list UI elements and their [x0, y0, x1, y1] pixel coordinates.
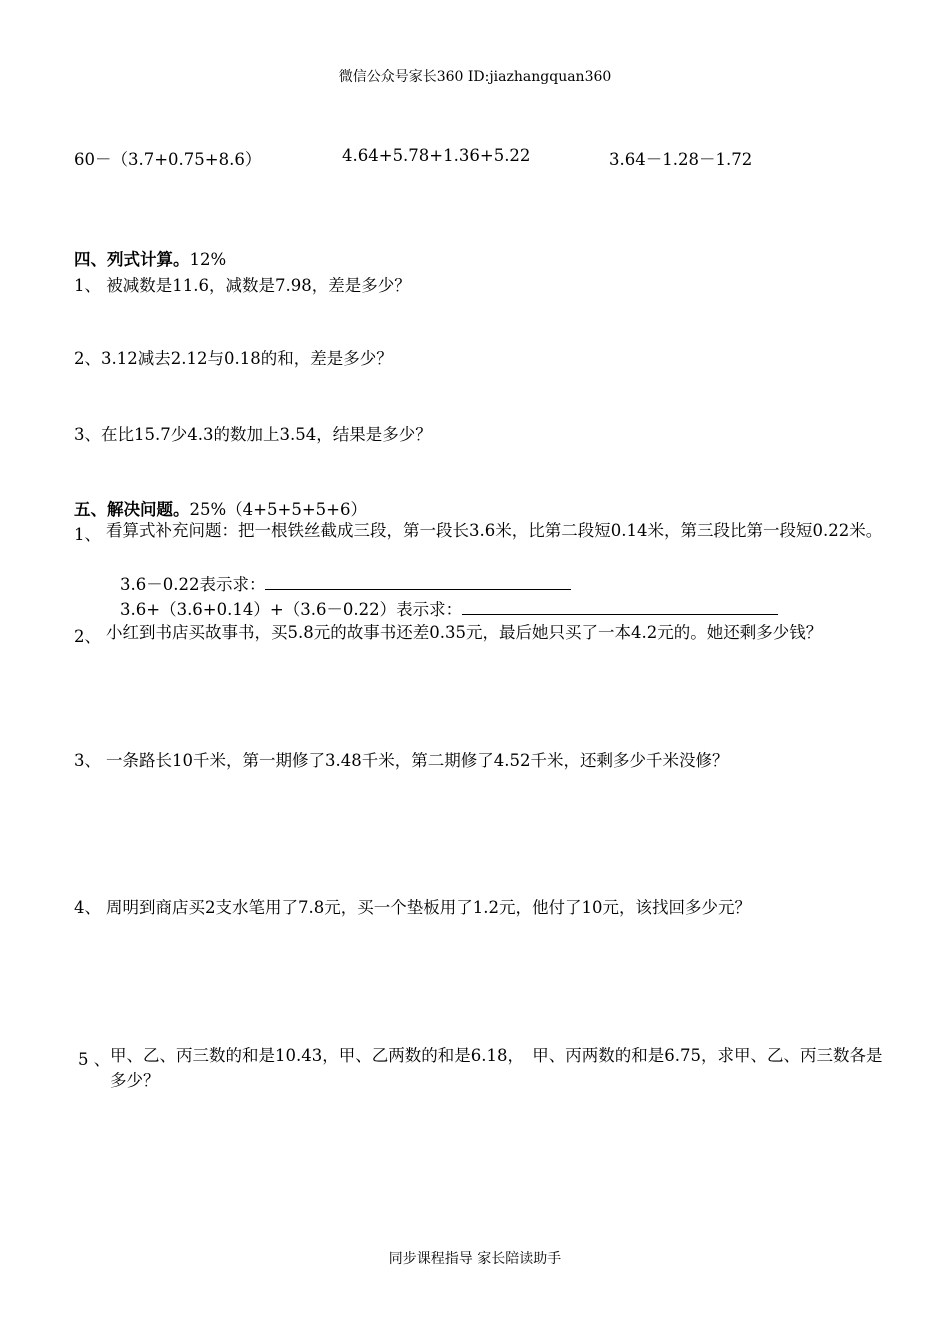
q1-answer-blank-2[interactable]	[462, 598, 778, 615]
section-5-score: 25%（4+5+5+5+6）	[189, 500, 367, 519]
q4-text: 周明到商店买2支水笔用了7.8元，买一个垫板用了1.2元，他付了10元，该找回多少元？	[106, 898, 751, 917]
q1-text: 看算式补充问题：把一根铁丝截成三段，第一段长3.6米，比第二段短0.14米，第三段比第一段短0.22米。	[106, 521, 883, 540]
q2-number: 2、	[74, 627, 101, 646]
q5-number: 5 、	[78, 1050, 111, 1069]
q1-number: 1、	[74, 525, 101, 544]
page-footer: 同步课程指导 家长陪读助手	[388, 1251, 562, 1267]
q1-sub-2	[120, 596, 778, 620]
q3-text: 一条路长10千米，第一期修了3.48千米，第二期修了4.52千米，还剩多少千米没修？	[106, 751, 729, 770]
section-5-heading	[74, 496, 367, 520]
section-4-title: 四、列式计算。	[74, 250, 190, 269]
calc-expression-1: 60－（3.7+0.75+8.6）	[74, 150, 262, 169]
section-4-item-2: 2、3.12减去2.12与0.18的和，差是多少？	[74, 349, 393, 368]
q4-number: 4、	[74, 898, 101, 917]
q3-number: 3、	[74, 751, 101, 770]
section-5-title: 五、解决问题。	[74, 500, 190, 519]
page-header: 微信公众号家长360 ID:jiazhangquan360	[338, 69, 612, 85]
calc-expression-3: 3.64－1.28－1.72	[609, 150, 753, 169]
q1-sub-1-label: 3.6－0.22表示求：	[120, 575, 266, 594]
q1-sub-2-label: 3.6+（3.6+0.14）+（3.6－0.22）表示求：	[120, 600, 463, 619]
q1-answer-blank-1[interactable]	[265, 573, 571, 590]
calc-expression-2: 4.64+5.78+1.36+5.22	[342, 146, 531, 165]
section-4-score: 12%	[189, 250, 227, 269]
section-4-heading	[74, 246, 226, 270]
q2-text: 小红到书店买故事书，买5.8元的故事书还差0.35元，最后她只买了一本4.2元的。她还剩多少钱？	[106, 623, 823, 642]
q1-sub-1	[120, 571, 571, 595]
q5-text: 甲、乙、丙三数的和是10.43，甲、乙两数的和是6.18， 甲、丙两数的和是6.75，求甲、乙、丙三数各是多少？	[110, 1046, 883, 1090]
section-4-item-3: 3、在比15.7少4.3的数加上3.54，结果是多少？	[74, 425, 432, 444]
section-4-item-1: 1、 被减数是11.6，减数是7.98，差是多少？	[74, 276, 411, 295]
